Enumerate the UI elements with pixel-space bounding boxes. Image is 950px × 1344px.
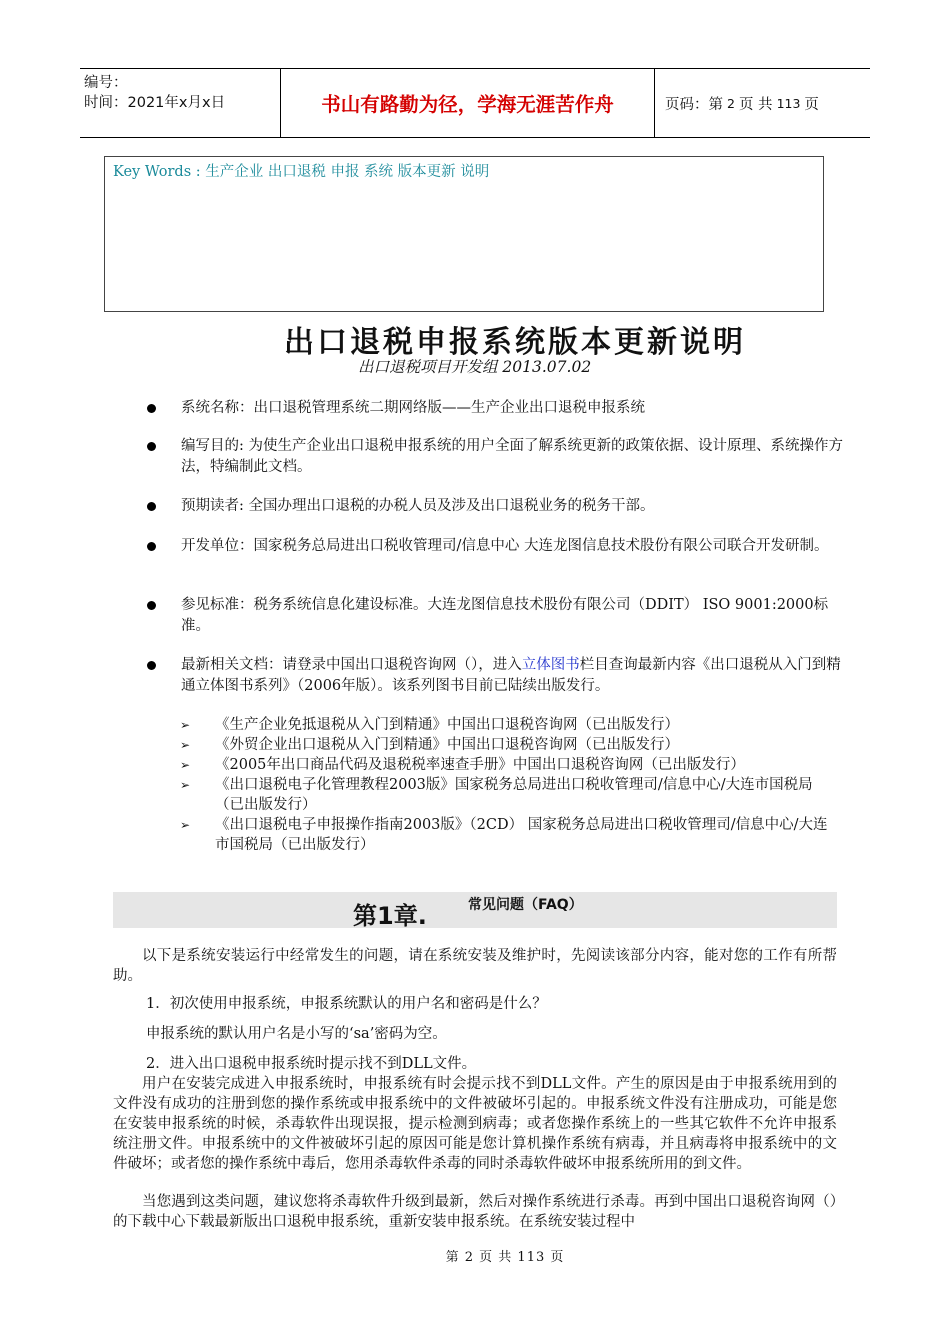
bullet-system-name: 系统名称：出口退税管理系统二期网络版——生产企业出口退税申报系统: [145, 398, 845, 419]
bullet-developer: 开发单位：国家税务总局进出口税收管理司/信息中心 大连龙图信息技术股份有限公司联合开发研制。: [145, 536, 845, 557]
doc-number-label: 编号：: [84, 75, 128, 91]
header-meta: [80, 69, 280, 137]
page-mid: 页 共: [738, 96, 773, 113]
chapter-title: 常见问题（FAQ）: [468, 897, 583, 913]
book-item: ➢ 《外贸企业出口退税从入门到精通》中国出口退税咨询网（已出版发行）: [180, 737, 679, 753]
page-suffix: 页: [804, 96, 819, 113]
faq-question-2: 2．进入出口退税申报系统时提示找不到DLL文件。: [146, 1056, 477, 1072]
page-header: [80, 68, 870, 138]
book-item: ➢ 《出口退税电子申报操作指南2003版》（2CD） 国家税务总局进出口税收管理司/信息中心/大连市国税局（已出版发行）: [180, 817, 828, 853]
faq-answer-2: 用户在安装完成进入申报系统时，申报系统有时会提示找不到DLL文件。产生的原因是由于申报系统用到的文件没有成功的注册到您的操作系统或申报系统中的文件被破坏引起的。申报系统文件没有注册成功，可能是您在安装申报系统的时候，杀毒软件出现误报，提示检测到病毒；或者您操作系统上的一些其它软件不允许申报系统注册文件。申报系统中的文件被破坏引起的原因可能是您计算机操作系统有病毒，并且病毒将申报系统中的文件破坏；或者您的操作系统中毒后，您用杀毒软件杀毒的同时杀毒软件破坏申报系统所用的到文件。: [113, 1076, 837, 1172]
arrow-bullet-icon: ➢: [180, 758, 191, 772]
bullet-readers: 预期读者: 全国办理出口退税的办税人员及涉及出口退税业务的税务干部。: [145, 496, 845, 517]
document-subtitle: 出口退税项目开发组 2013.07.02: [358, 358, 592, 376]
bullet-dot-icon: [147, 502, 156, 511]
document-title: 出口退税申报系统版本更新说明: [284, 325, 746, 360]
intro-paragraph: 以下是系统安装运行中经常发生的问题，请在系统安装及维护时，先阅读该部分内容，能对您的工作有所帮助。: [113, 948, 837, 984]
faq-answer-2-cont: 当您遇到这类问题，建议您将杀毒软件升级到最新，然后对操作系统进行杀毒。再到中国出口退税咨询网（）的下载中心下载最新版出口退税申报系统，重新安装申报系统。在系统安装过程中: [113, 1194, 837, 1230]
arrow-bullet-icon: ➢: [180, 718, 191, 732]
bullet-purpose: 编写目的: 为使生产企业出口退税申报系统的用户全面了解系统更新的政策依据、设计原理、系统操作方法，特编制此文档。: [145, 436, 845, 478]
faq-answer-1: 申报系统的默认用户名是小写的‘sa’密码为空。: [146, 1026, 447, 1042]
doc-date-label: 时间：2021年x月x日: [84, 95, 226, 111]
chapter-heading: [113, 892, 837, 928]
page-footer: 第 2 页 共 113 页: [445, 1250, 565, 1265]
link-3d-books[interactable]: 立体图书: [521, 657, 580, 673]
book-item: ➢ 《出口退税电子化管理教程2003版》国家税务总局进出口税收管理司/信息中心/大连市国税局（已出版发行）: [180, 777, 813, 813]
bullet-dot-icon: [147, 542, 156, 551]
chapter-number: 第1章.: [353, 902, 427, 930]
book-item: ➢ 《生产企业免抵退税从入门到精通》中国出口退税咨询网（已出版发行）: [180, 717, 679, 733]
page-total: 113: [776, 95, 801, 111]
arrow-bullet-icon: ➢: [180, 778, 191, 792]
bullet-dot-icon: [147, 442, 156, 451]
header-page-info: [655, 69, 870, 137]
keywords-box: [104, 156, 824, 312]
bullet-dot-icon: [147, 404, 156, 413]
bullet-dot-icon: [147, 601, 156, 610]
page-prefix: 页码：第: [665, 96, 723, 113]
arrow-bullet-icon: ➢: [180, 818, 191, 832]
faq-question-1: 1．初次使用申报系统，申报系统默认的用户名和密码是什么？: [146, 996, 547, 1012]
arrow-bullet-icon: ➢: [180, 738, 191, 752]
keywords-text: Key Words : 生产企业 出口退税 申报 系统 版本更新 说明: [113, 164, 490, 180]
book-item: ➢ 《2005年出口商品代码及退税税率速查手册》中国出口退税咨询网（已出版发行）: [180, 757, 745, 773]
bullet-dot-icon: [147, 661, 156, 670]
bullet-related-docs: 最新相关文档：请登录中国出口退税咨询网（），进入立体图书栏目查询最新内容《出口退税从入门到精通立体图书系列》（2006年版）。该系列图书目前已陆续出版发行。: [145, 655, 845, 697]
page-number: 2: [727, 95, 735, 111]
bullet-standards: 参见标准：税务系统信息化建设标准。大连龙图信息技术股份有限公司（DDIT） ISO 9001:2000标准。: [145, 595, 845, 637]
header-motto: 书山有路勤为径，学海无涯苦作舟: [280, 69, 655, 137]
